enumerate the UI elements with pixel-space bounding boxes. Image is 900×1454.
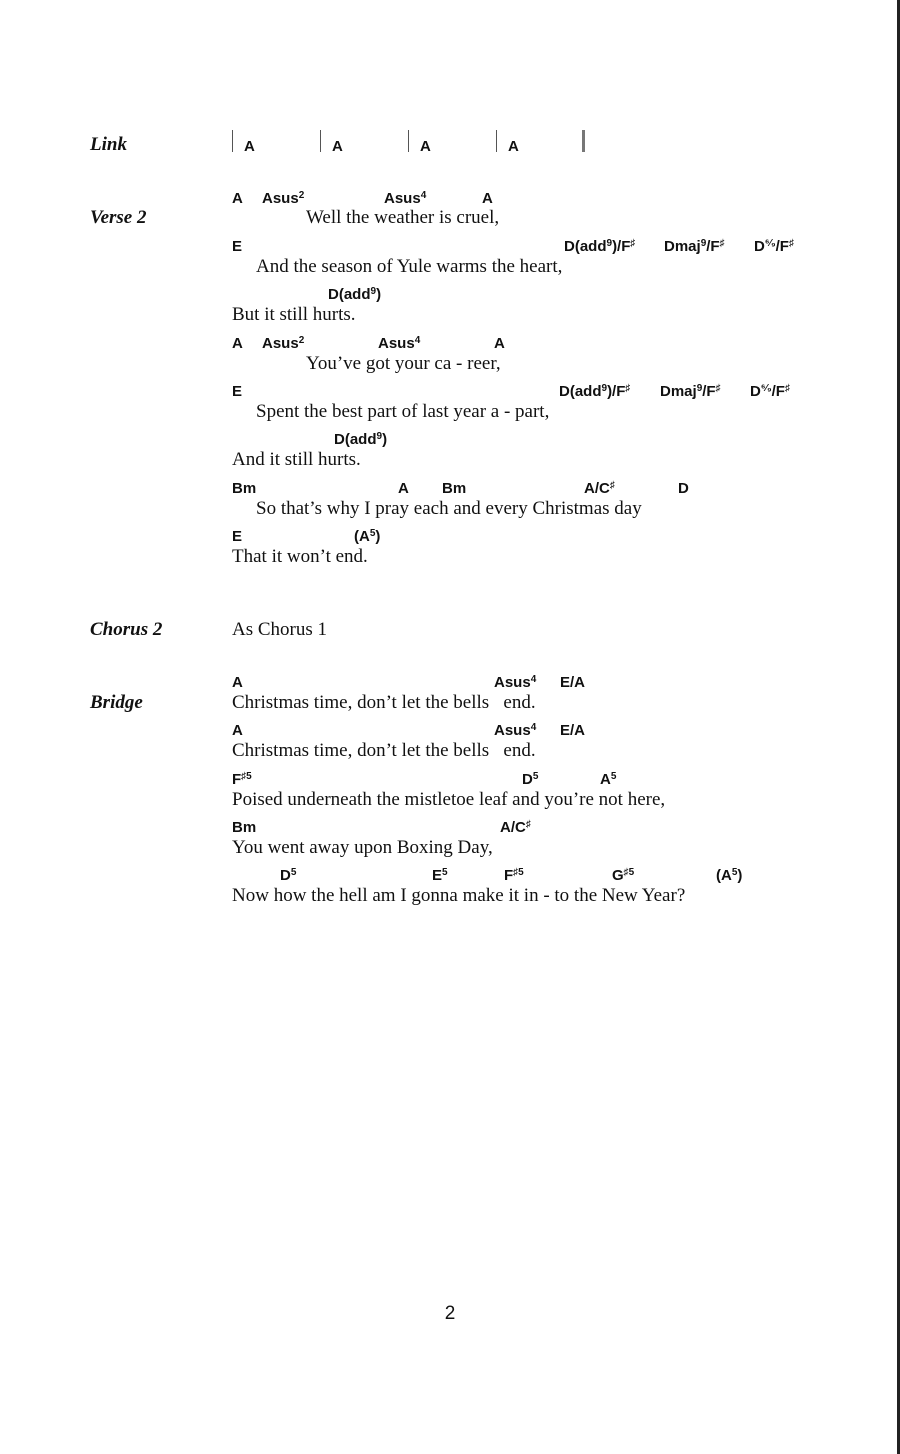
chord: E/A	[560, 722, 586, 739]
link-chord: A	[244, 138, 255, 155]
chord: Asus$^4$	[384, 190, 427, 207]
lyric-line: And it still hurts.	[232, 449, 361, 470]
chord: A/C♯	[500, 819, 531, 836]
lyric-line: So that’s why I pray each and every Christmas day	[256, 498, 642, 519]
chord: A/C♯	[584, 480, 615, 497]
chord: Asus$^2$	[262, 335, 305, 352]
page-number: 2	[444, 1303, 456, 1324]
chord: $D^5$	[280, 867, 297, 884]
chord: $D^5$	[522, 771, 539, 788]
chord: D(add$^9$)	[328, 286, 382, 303]
chord: Bm	[232, 819, 257, 836]
chorus-reference: As Chorus 1	[232, 619, 328, 640]
chord: Asus$^4$	[494, 674, 537, 691]
section-label-bridge: Bridge	[90, 692, 143, 713]
chord: A	[482, 190, 493, 207]
barline	[496, 130, 497, 152]
chord: E/A	[560, 674, 586, 691]
lyric-line: Spent the best part of last year a - part,	[256, 401, 550, 422]
lyric-line: Well the weather is cruel,	[306, 207, 500, 228]
chord: A	[232, 722, 243, 739]
chord: E	[232, 238, 243, 255]
lyric-line: Christmas time, don’t let the bells end.	[232, 692, 536, 713]
chord: Asus$^2$	[262, 190, 305, 207]
chord: $(A^5)$	[354, 528, 381, 545]
chord: Dmaj$^9$/F♯	[660, 383, 721, 400]
link-chord: A	[420, 138, 431, 155]
chord: A	[398, 480, 409, 497]
lyric-line: But it still hurts.	[232, 304, 356, 325]
lyric-line: Poised underneath the mistletoe leaf and you’re not here,	[232, 789, 666, 810]
chord: $D^{^6⁄_9}/F^♯$	[754, 238, 794, 255]
lyric-line: That it won’t end.	[232, 546, 368, 567]
chord: $F^{♯5}$	[232, 771, 252, 788]
link-chord: A	[332, 138, 343, 155]
barline	[408, 130, 409, 152]
chord: D(add$^9$)/F♯	[559, 383, 631, 400]
chord: D(add$^9$)	[334, 431, 388, 448]
chord: $(A^5)$	[716, 867, 743, 884]
lyric-line: You’ve got your ca - reer,	[306, 353, 501, 374]
section-label-link: Link	[90, 134, 127, 155]
lyric-line: Now how the hell am I gonna make it in - to the New Year?	[232, 885, 686, 906]
chord: $E^5$	[432, 867, 448, 884]
end-barline	[582, 130, 585, 152]
chord: $F^{♯5}$	[504, 867, 524, 884]
barline	[320, 130, 321, 152]
chord: Asus$^4$	[378, 335, 421, 352]
chord: Bm	[442, 480, 467, 497]
section-label-verse-2: Verse 2	[90, 207, 147, 228]
chord: A	[232, 190, 243, 207]
chord: A	[232, 674, 243, 691]
section-label-chorus-2: Chorus 2	[90, 619, 163, 640]
chord: $G^{♯5}$	[612, 867, 635, 884]
lyric-line: You went away upon Boxing Day,	[232, 837, 493, 858]
lyric-line: Christmas time, don’t let the bells end.	[232, 740, 536, 761]
chord: $A^5$	[600, 771, 617, 788]
chord: A	[494, 335, 505, 352]
chord: Dmaj$^9$/F♯	[664, 238, 725, 255]
barline	[232, 130, 233, 152]
lyric-line: And the season of Yule warms the heart,	[256, 256, 563, 277]
chord: E	[232, 383, 243, 400]
chord: Bm	[232, 480, 257, 497]
chord: Asus$^4$	[494, 722, 537, 739]
chord: E	[232, 528, 243, 545]
chord: A	[232, 335, 243, 352]
chord: D(add$^9$)/F♯	[564, 238, 636, 255]
chord: $D^{^6⁄_9}/F^♯$	[750, 383, 790, 400]
chord: D	[678, 480, 689, 497]
link-chord: A	[508, 138, 519, 155]
